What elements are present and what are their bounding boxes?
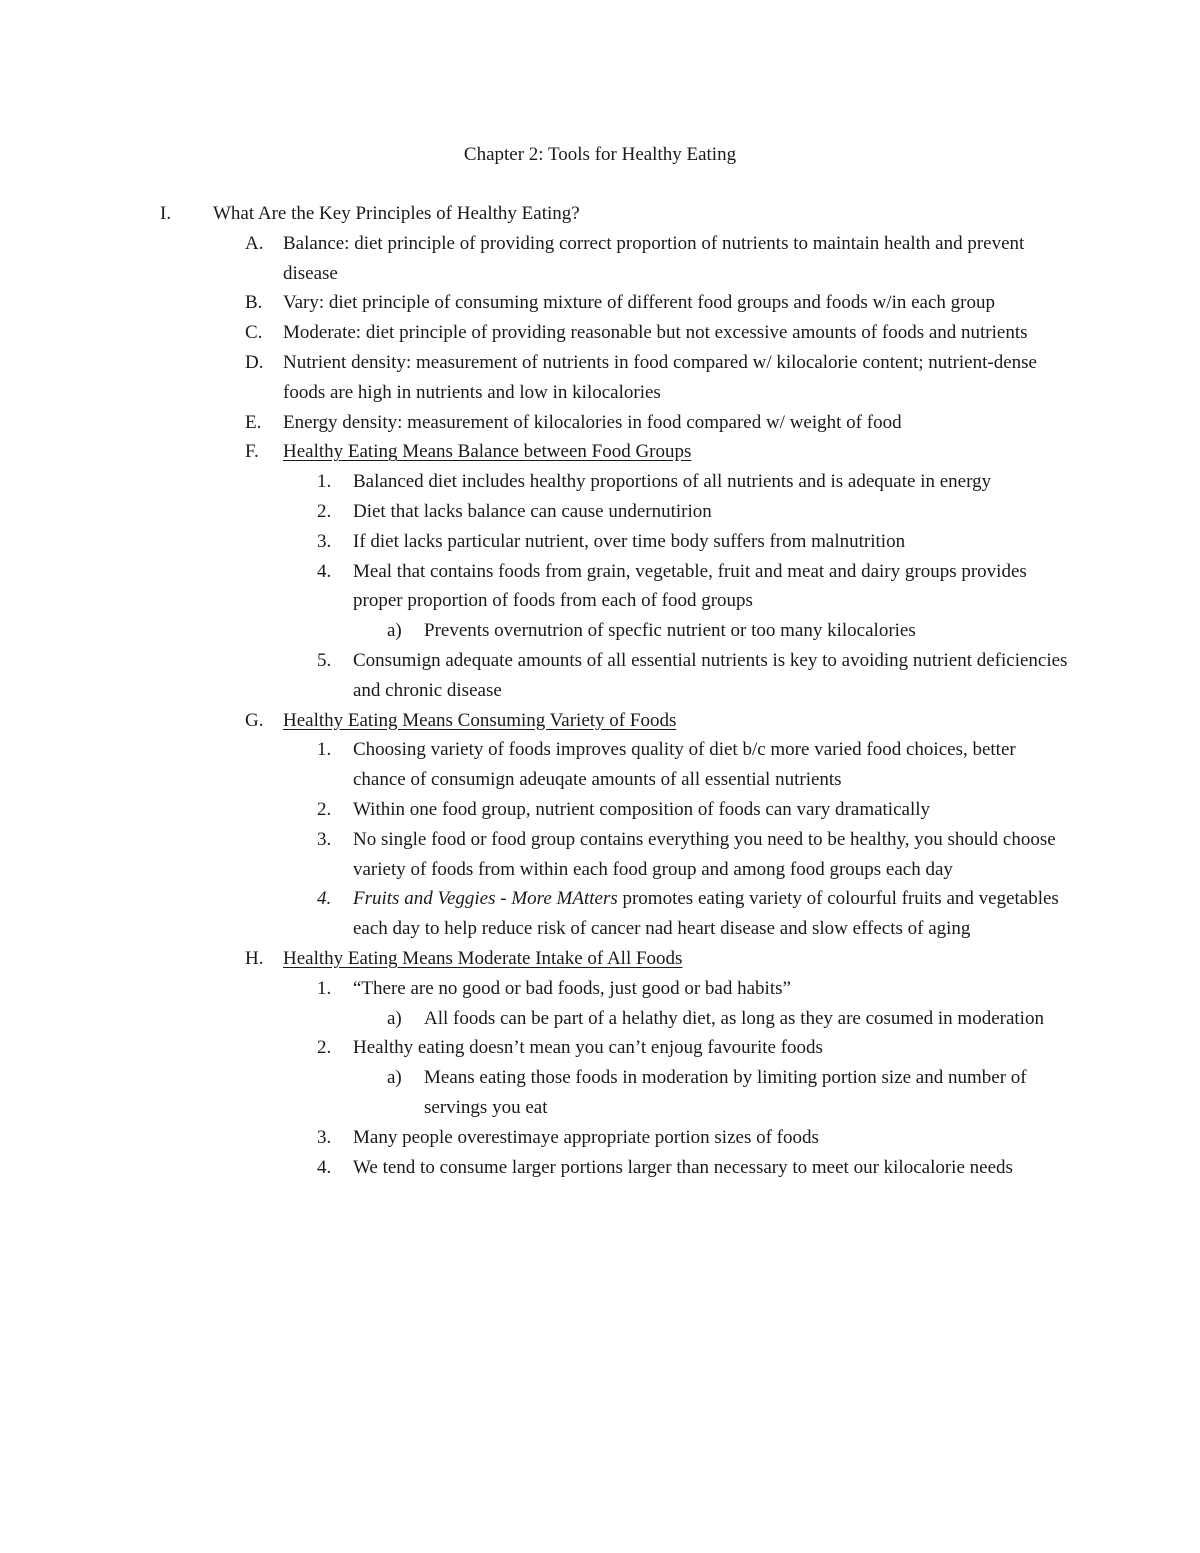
item-text: Vary: diet principle of consuming mixture of different food groups and foods w/in each group xyxy=(283,292,995,314)
sub-list-item xyxy=(0,1063,1200,1123)
list-marker: a) xyxy=(387,1007,402,1029)
list-marker: 4. xyxy=(317,1156,332,1178)
item-text: Consumign adequate amounts of all essential nutrients is key to avoiding nutrient deficiencies and chronic disease xyxy=(353,649,1068,701)
item-text: Moderate: diet principle of providing reasonable but not excessive amounts of foods and nutrients xyxy=(283,322,1028,344)
list-marker: a) xyxy=(387,620,402,642)
list-item xyxy=(0,646,1200,706)
item-text: Nutrient density: measurement of nutrients in food compared w/ kilocalorie content; nutrient-dense foods are high in nutrients and low in kilocalories xyxy=(283,351,1037,403)
campaign-name: Fruits and Veggies - More MAtters xyxy=(353,888,618,910)
item-text: Choosing variety of foods improves quality of diet b/c more varied food choices, better chance of consumign adeuqate amounts of all essential nutrients xyxy=(353,739,1016,791)
item-text: Healthy eating doesn’t mean you can’t enjoug favourite foods xyxy=(353,1037,823,1059)
item-text: Energy density: measurement of kilocalories in food compared w/ weight of food xyxy=(283,411,902,433)
item-B xyxy=(0,288,1200,318)
list-marker: H. xyxy=(245,947,264,969)
item-text xyxy=(353,884,1070,944)
item-D xyxy=(0,348,1200,408)
list-marker: 1. xyxy=(317,739,332,761)
list-marker: G. xyxy=(245,709,264,731)
list-marker: 5. xyxy=(317,649,332,671)
list-marker: 3. xyxy=(317,828,332,850)
list-item xyxy=(0,825,1200,885)
list-marker: A. xyxy=(245,232,264,254)
list-marker: B. xyxy=(245,292,263,314)
list-marker: I. xyxy=(160,203,172,224)
outline xyxy=(0,199,1200,1182)
item-E xyxy=(0,408,1200,438)
subsection-heading: Healthy Eating Means Balance between Food Groups xyxy=(283,441,692,463)
list-item xyxy=(0,527,1200,557)
list-marker: E. xyxy=(245,411,262,433)
list-marker: 1. xyxy=(317,471,332,493)
list-item xyxy=(0,795,1200,825)
list-item xyxy=(0,1123,1200,1153)
list-item xyxy=(0,497,1200,527)
list-item xyxy=(0,467,1200,497)
list-marker: 3. xyxy=(317,1126,332,1148)
item-text: Balance: diet principle of providing correct proportion of nutrients to maintain health and prevent disease xyxy=(283,232,1025,284)
item-text: Diet that lacks balance can cause undernutirion xyxy=(353,500,712,522)
item-F xyxy=(0,437,1200,467)
subsection-heading: Healthy Eating Means Moderate Intake of All Foods xyxy=(283,947,683,969)
item-text: Means eating those foods in moderation by limiting portion size and number of servings you eat xyxy=(424,1067,1027,1118)
item-text-rest: promotes eating variety of colourful fruits and vegetables each day to help reduce risk of cancer nad heart disease and slow effects of aging xyxy=(353,888,1059,940)
list-marker: F. xyxy=(245,441,259,463)
item-G xyxy=(0,706,1200,736)
section-I xyxy=(0,199,1200,229)
list-item xyxy=(0,735,1200,795)
list-item xyxy=(0,974,1200,1004)
item-text: Prevents overnutrion of specfic nutrient or too many kilocalories xyxy=(424,620,916,642)
list-marker: 3. xyxy=(317,530,332,552)
item-C xyxy=(0,318,1200,348)
list-marker: D. xyxy=(245,351,264,373)
item-A xyxy=(0,229,1200,289)
list-item xyxy=(0,1033,1200,1063)
section-heading: What Are the Key Principles of Healthy Eating? xyxy=(213,203,580,224)
list-marker: 1. xyxy=(317,977,332,999)
item-text: We tend to consume larger portions larger than necessary to meet our kilocalorie needs xyxy=(353,1156,1013,1178)
item-text: No single food or food group contains everything you need to be healthy, you should choose variety of foods from within each food group and among food groups each day xyxy=(353,828,1056,880)
item-text: Within one food group, nutrient composition of foods can vary dramatically xyxy=(353,798,931,820)
list-marker: C. xyxy=(245,322,263,344)
list-marker: a) xyxy=(387,1067,402,1089)
subsection-heading: Healthy Eating Means Consuming Variety of Foods xyxy=(283,709,677,731)
item-text: “There are no good or bad foods, just good or bad habits” xyxy=(353,977,791,999)
item-text: If diet lacks particular nutrient, over time body suffers from malnutrition xyxy=(353,530,906,552)
item-text: Meal that contains foods from grain, vegetable, fruit and meat and dairy groups provides proper proportion of foods from each of food groups xyxy=(353,560,1027,612)
list-marker: 2. xyxy=(317,500,332,522)
list-item xyxy=(0,557,1200,617)
list-marker: 4. xyxy=(317,560,332,582)
sub-list-item xyxy=(0,616,1200,646)
list-item xyxy=(0,1153,1200,1183)
list-marker: 2. xyxy=(317,798,332,820)
item-text: Many people overestimaye appropriate portion sizes of foods xyxy=(353,1126,819,1148)
item-text: Balanced diet includes healthy proportions of all nutrients and is adequate in energy xyxy=(353,471,992,493)
page-title: Chapter 2: Tools for Healthy Eating xyxy=(463,144,737,165)
item-H xyxy=(0,944,1200,974)
list-marker: 4. xyxy=(317,888,332,910)
item-text: All foods can be part of a helathy diet, as long as they are cosumed in moderation xyxy=(424,1007,1044,1029)
list-marker: 2. xyxy=(317,1037,332,1059)
list-item xyxy=(0,884,1200,944)
sub-list-item xyxy=(0,1004,1200,1034)
